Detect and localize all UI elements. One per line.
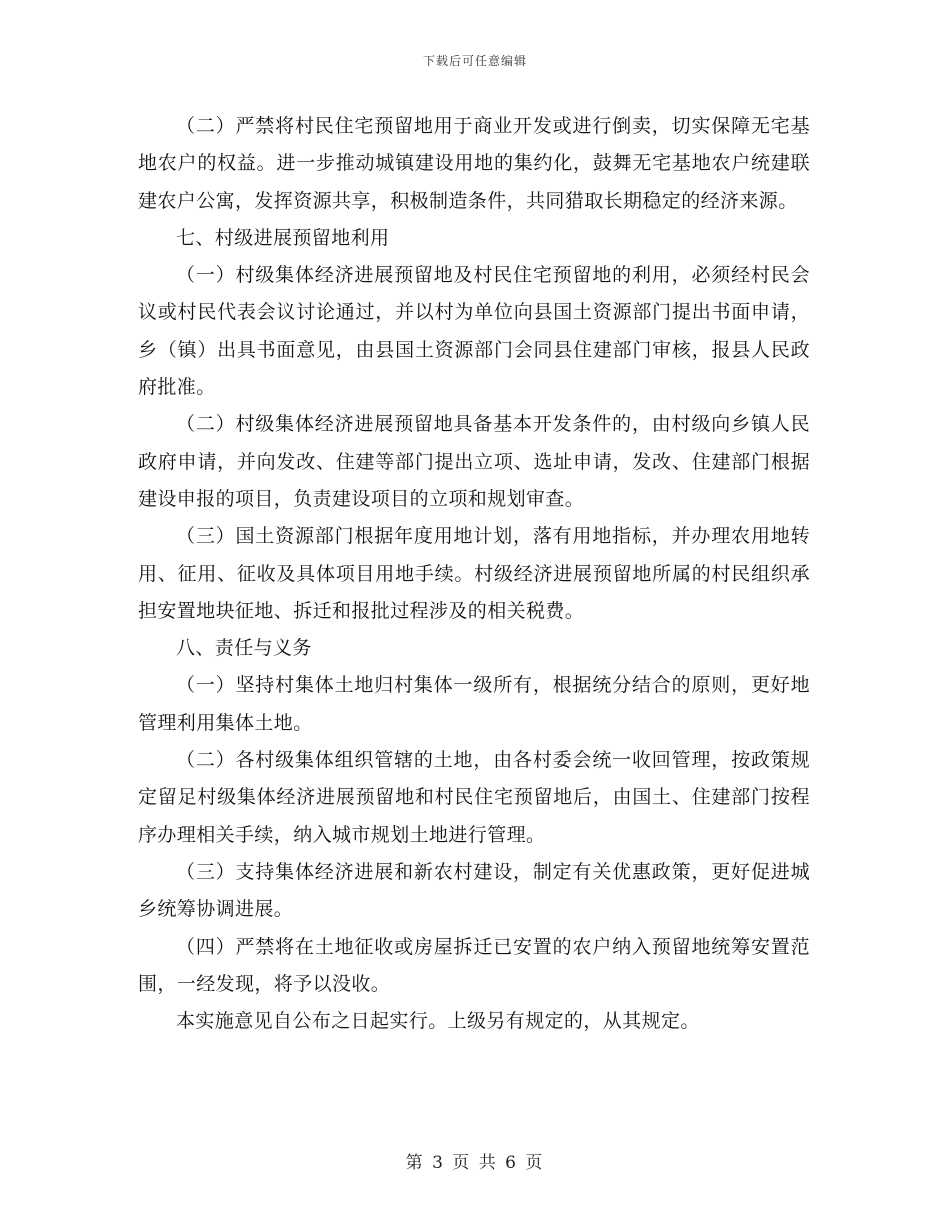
section-heading-7: 七、村级进展预留地利用: [176, 226, 390, 249]
section-heading-8: 八、责任与义务: [176, 637, 312, 660]
paragraph-2-2: （二）严禁将村民住宅预留地用于商业开发或进行倒卖，切实保障无宅基地农户的权益。进一步推动城镇建设用地的集约化，鼓舞无宅基地农户统建联建农户公寓，发挥资源共享，积极制造条件，共同猎取长期稳定的经济来源。: [138, 115, 810, 212]
closing-paragraph: 本实施意见自公布之日起实行。上级另有规定的，从其规定。: [176, 1010, 700, 1033]
paragraph-8-3: （三）支持集体经济进展和新农村建设，制定有关优惠政策，更好促进城乡统筹协调进展。: [138, 860, 810, 921]
document-body: [138, 108, 810, 1040]
paragraph-7-3: （三）国土资源部门根据年度用地计划，落有用地指标，并办理农用地转用、征用、征收及具体项目用地手续。村级经济进展预留地所属的村民组织承担安置地块征地、拆迁和报批过程涉及的相关税费。: [138, 525, 810, 622]
paragraph-8-1: （一）坚持村集体土地归村集体一级所有，根据统分结合的原则，更好地管理利用集体土地。: [138, 674, 810, 734]
paragraph-7-2: （二）村级集体经济进展预留地具备基本开发条件的，由村级向乡镇人民政府申请，并向发改、住建等部门提出立项、选址申请，发改、住建部门根据建设申报的项目，负责建设项目的立项和规划审查。: [138, 413, 810, 510]
page-header: 下载后可任意编辑: [422, 54, 527, 68]
paragraph-7-1: （一）村级集体经济进展预留地及村民住宅预留地的利用，必须经村民会议或村民代表会议讨论通过，并以村为单位向县国土资源部门提出书面申请，乡（镇）出具书面意见，由县国土资源部门会同县住建部门审核，报县人民政府批准。: [138, 264, 810, 399]
paragraph-8-4: （四）严禁将在土地征收或房屋拆迁已安置的农户纳入预留地统筹安置范围，一经发现，将予以没收。: [138, 935, 810, 995]
page-number-footer: 第 3 页 共 6 页: [405, 1153, 545, 1173]
paragraph-8-2: （二）各村级集体组织管辖的土地，由各村委会统一收回管理，按政策规定留足村级集体经济进展预留地和村民住宅预留地后，由国土、住建部门按程序办理相关手续，纳入城市规划土地进行管理。: [138, 749, 810, 846]
